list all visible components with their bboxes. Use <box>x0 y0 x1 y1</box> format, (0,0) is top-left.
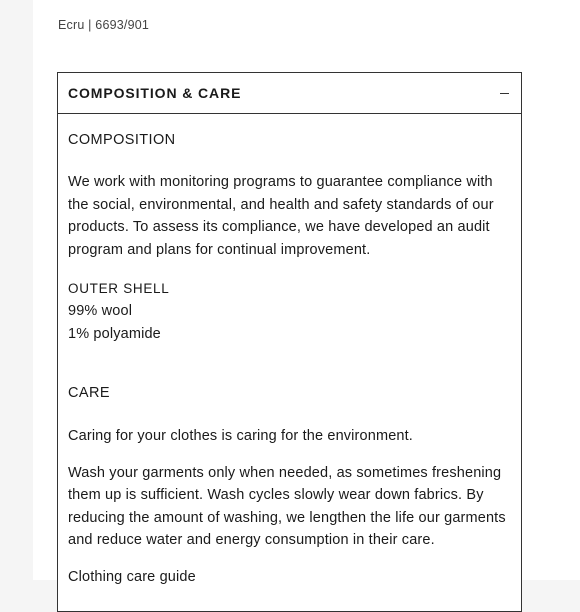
composition-heading: COMPOSITION <box>68 132 176 148</box>
care-paragraph: Wash your garments only when needed, as sometimes freshening them up is sufficient. Wash cycles slowly wear down fabrics. By reducing the amount of washing, we lengthen the life our garments and reduce water and energy consumption in their care. <box>68 465 506 549</box>
material-item: 99% wool <box>68 303 133 320</box>
accordion-content <box>58 114 521 588</box>
care-guide-link[interactable]: Clothing care guide <box>68 568 196 585</box>
accordion-title: COMPOSITION & CARE <box>68 85 242 101</box>
material-item: 1% polyamide <box>68 325 161 342</box>
care-paragraph: Caring for your clothes is caring for the environment. <box>68 427 413 444</box>
minus-icon[interactable] <box>497 86 511 100</box>
care-heading: CARE <box>68 385 110 402</box>
accordion-header[interactable] <box>58 73 521 114</box>
product-variant-code: Ecru | 6693/901 <box>58 18 150 32</box>
composition-care-accordion <box>57 72 522 612</box>
composition-intro: We work with monitoring programs to guarantee compliance with the social, environmental, and health and safety standards of our products. To assess its compliance, we have developed an audit program and plans for continual improvement. <box>68 174 494 258</box>
outer-shell-label: OUTER SHELL <box>68 281 170 297</box>
